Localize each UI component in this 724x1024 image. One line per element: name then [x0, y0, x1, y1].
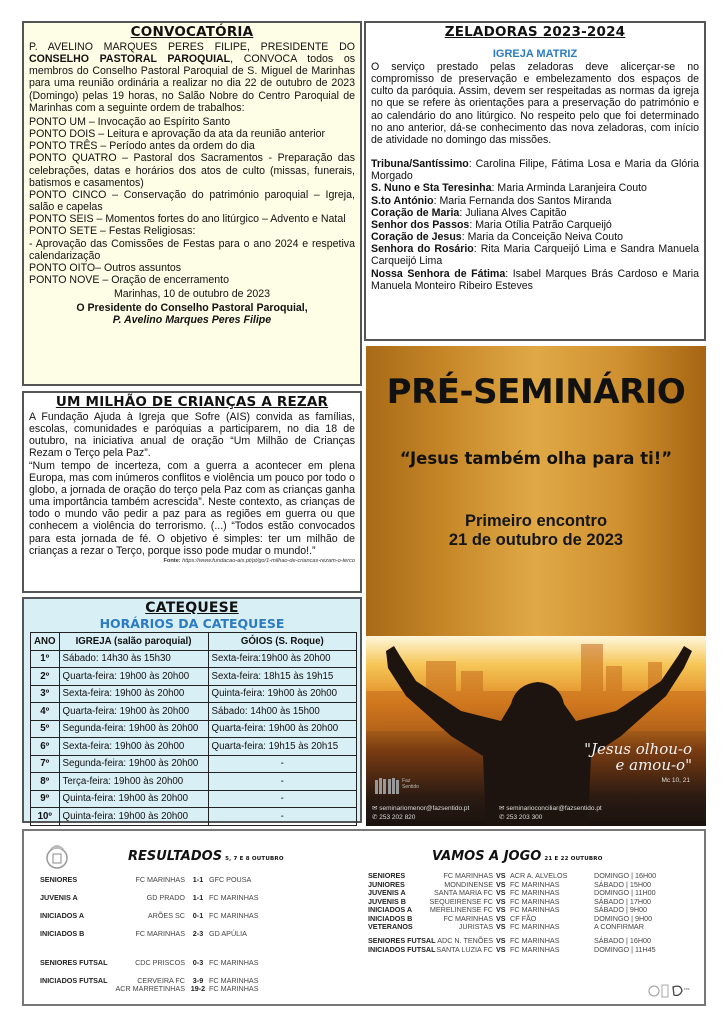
- result-score: 0-3: [192, 958, 204, 967]
- fixture-row: [368, 923, 698, 932]
- cell-ano: 4º: [31, 703, 60, 721]
- result-row: [40, 958, 340, 968]
- fixture-home-team: MONDINENSE: [444, 879, 493, 889]
- poster-meeting: [366, 512, 706, 550]
- fixture-category: SENIORES FUTSAL: [368, 936, 436, 945]
- agenda-list: [29, 116, 355, 286]
- bible-reference: Mc 10, 21: [661, 777, 690, 784]
- fixture-row: [368, 946, 698, 955]
- result-score: 0-1: [192, 911, 204, 920]
- cell-goios: Quinta-feira: 19h00 às 20h00: [208, 685, 356, 703]
- result-score: 2-3: [192, 929, 204, 938]
- result-home-team: CDC PRISCOS: [135, 958, 185, 967]
- header-igreja: IGREJA (salão paroquial): [59, 633, 208, 651]
- jogos-dates: 21 E 22 OUTUBRO: [544, 856, 603, 862]
- intro-text-1: P. AVELINO MARQUES PERES FILIPE, PRESIDENTE DO: [29, 41, 355, 53]
- cell-igreja: Terça-feira: 19h00 às 20h00: [59, 773, 208, 791]
- fixture-home-team: SEQUEIRENSE FC: [429, 896, 493, 906]
- phone-number: 253 202 820: [379, 814, 416, 821]
- cell-goios: -: [208, 808, 356, 826]
- table-row: [31, 685, 357, 703]
- fixture-category: JUNIORES: [368, 879, 405, 889]
- fixture-vs: VS: [496, 905, 506, 914]
- fixture-category: INICIADOS FUTSAL: [368, 944, 436, 954]
- fixture-home-team: SANTA LUZIA FC: [436, 944, 493, 954]
- table-row: [31, 720, 357, 738]
- fixture-home-team: SANTA MARIA FC: [434, 888, 493, 897]
- fixture-away-team: FC MARINHAS: [510, 922, 560, 931]
- fixture-category: VETERANOS: [368, 922, 413, 931]
- fixture-time: DOMINGO | 16H00: [594, 871, 657, 880]
- fixture-away-team: FC MARINHAS: [510, 888, 560, 897]
- phone-icon: ✆: [499, 814, 505, 821]
- cell-ano: 7º: [31, 755, 60, 773]
- fixture-category: INICIADOS B: [368, 913, 413, 923]
- milhao-source: [29, 558, 355, 564]
- zeladora-place: Coração de Maria: [371, 206, 460, 219]
- result-row: [40, 875, 340, 885]
- catequese-subtitle: HORÁRIOS DA CATEQUESE: [99, 616, 285, 631]
- resultados-title: [128, 849, 284, 864]
- agenda-item: PONTO CINCO – Conservação do património paroquial – Igreja, salão e capelas: [29, 188, 355, 214]
- email-link[interactable]: seminarioconciliar@fazsentido.pt: [506, 805, 602, 812]
- cell-igreja: Sexta-feira: 19h00 às 20h00: [59, 738, 208, 756]
- fixture-home-team: MERELINENSE FC: [429, 905, 493, 914]
- result-category: INICIADOS A: [40, 911, 85, 920]
- zeladora-names: : Juliana Alves Capitão: [459, 206, 567, 219]
- fixture-category: JUVENIS A: [368, 888, 406, 897]
- zeladora-place: Coração de Jesus: [371, 231, 462, 244]
- cell-igreja: Quarta-feira: 19h00 às 20h00: [59, 703, 208, 721]
- milhao-title: UM MILHÃO DE CRIANÇAS A REZAR: [55, 394, 329, 410]
- meeting-line-1: Primeiro encontro: [464, 512, 608, 530]
- zeladora-place: S. Nuno e Sta Teresinha: [371, 182, 492, 195]
- result-home-team: GD PRADO: [146, 893, 185, 902]
- result-away-team: GD APÚLIA: [209, 929, 247, 938]
- phone-icon: ✆: [372, 814, 378, 821]
- table-header-row: [31, 633, 357, 651]
- cell-igreja: Sábado: 14h30 às 15h30: [59, 650, 208, 668]
- logo-text: [402, 778, 419, 790]
- catequese-section: [22, 597, 362, 823]
- zeladoras-section: [364, 21, 706, 341]
- source-label: Fonte:: [163, 557, 181, 564]
- result-category: INICIADOS FUTSAL: [40, 976, 108, 985]
- result-row: [40, 911, 340, 921]
- result-score: 19-2: [190, 984, 206, 993]
- cell-ano: 9º: [31, 790, 60, 808]
- fixture-away-team: CF FÃO: [510, 913, 537, 923]
- zeladoras-subtitle: IGREJA MATRIZ: [492, 48, 578, 60]
- cell-ano: 5º: [31, 720, 60, 738]
- result-away-team: FC MARINHAS: [209, 976, 259, 985]
- fixture-time: A CONFIRMAR: [594, 922, 644, 931]
- fixture-time: DOMINGO | 11H45: [594, 944, 656, 954]
- agenda-item: PONTO TRÊS – Período antes da ordem do dia: [29, 140, 255, 153]
- header-goios: GÓIOS (S. Roque): [208, 633, 356, 651]
- fixture-vs: VS: [496, 913, 506, 923]
- agenda-item: PONTO SETE – Festas Religiosas:: [29, 225, 196, 238]
- cell-ano: 10º: [31, 808, 60, 826]
- sponsor-badges-icon: [648, 984, 694, 998]
- result-category: SENIORES FUTSAL: [40, 958, 108, 967]
- fixture-time: SÁBADO | 17H00: [594, 896, 651, 906]
- intro-bold: CONSELHO PASTORAL PAROQUIAL: [29, 53, 231, 66]
- cell-igreja: Segunda-feira: 19h00 às 20h00: [59, 720, 208, 738]
- poster-title: PRÉ-SEMINÁRIO: [386, 372, 686, 412]
- table-row: [31, 703, 357, 721]
- fixture-home-team: JURISTAS: [458, 922, 493, 931]
- agenda-item: PONTO QUATRO – Pastoral dos Sacramentos - Preparação das celebrações, datas e horários dos atos de culto (missas, funerais, batismos e casamentos): [29, 152, 355, 189]
- catequese-table: [30, 632, 357, 826]
- zeladora-names: : Carolina Filipe, Fátima Losa e Maria da Glória Morgado: [371, 158, 699, 183]
- fixture-home-team: FC MARINHAS: [443, 871, 493, 880]
- meeting-line-2: 21 de outubro de 2023: [448, 531, 624, 549]
- poster-quote: “Jesus também olha para ti!”: [399, 449, 673, 468]
- zeladora-place: Senhora do Rosário: [371, 243, 474, 256]
- zeladoras-intro: O serviço prestado pelas zeladoras deve alicerçar-se no compromisso de preservação e embelezamento dos espaços de culto da paróquia. Assim, devem ser respeitadas as normas da igreja no que se refere às orientações para a preservação do património e ao calendário do ano litúrgico. No respeito pelo que foi determinado no ano anterior, dá-se conhecimento das nova zeladoras, com início de atividade no domingo das missões.: [371, 61, 699, 146]
- cell-ano: 3º: [31, 685, 60, 703]
- result-row: [40, 929, 340, 939]
- mail-icon: ✉: [499, 805, 505, 812]
- cell-goios: Sexta-feira:19h00 às 20h00: [208, 650, 356, 668]
- header-ano: ANO: [31, 633, 60, 651]
- fixture-home-team: FC MARINHAS: [443, 913, 493, 923]
- cell-ano: 6º: [31, 738, 60, 756]
- cell-igreja: Segunda-feira: 19h00 às 20h00: [59, 755, 208, 773]
- zeladora-entry: [371, 195, 699, 207]
- result-home-team: CERVEIRA FC: [137, 976, 185, 985]
- fixture-away-team: FC MARINHAS: [510, 944, 560, 954]
- catequese-title: CATEQUESE: [145, 600, 239, 616]
- zeladora-place: Senhor dos Passos: [371, 218, 470, 231]
- table-row: [31, 668, 357, 686]
- fixture-category: JUVENIS B: [368, 896, 406, 906]
- result-row: [40, 984, 340, 994]
- agenda-item: PONTO OITO– Outros assuntos: [29, 261, 182, 274]
- zeladora-entry: [371, 158, 699, 182]
- jogos-heading: VAMOS A JOGO: [432, 849, 542, 864]
- poster-script-quote: [584, 741, 692, 773]
- resultados-dates: 5, 7 E 8 OUTUBRO: [225, 856, 284, 862]
- agenda-item: PONTO UM – Invocação ao Espírito Santo: [29, 115, 231, 128]
- agenda-item: PONTO NOVE – Oração de encerramento: [29, 273, 229, 286]
- table-row: [31, 755, 357, 773]
- result-away-team: FC MARINHAS: [209, 984, 259, 993]
- zeladora-entry: [371, 268, 699, 292]
- table-row: [31, 790, 357, 808]
- zeladora-entry: [371, 243, 699, 267]
- cell-goios: Quarta-feira: 19h00 às 20h00: [208, 720, 356, 738]
- convocatoria-date: Marinhas, 10 de outubro de 2023: [113, 288, 271, 301]
- contact-seminario-menor: [372, 804, 469, 822]
- table-row: [31, 738, 357, 756]
- result-away-team: FC MARINHAS: [209, 893, 259, 902]
- club-crest-icon: [44, 841, 70, 871]
- zeladora-names: : Maria Otília Patrão Carqueijó: [469, 218, 612, 231]
- result-home-team: ARÕES SC: [147, 911, 185, 920]
- result-category: INICIADOS B: [40, 929, 85, 938]
- cell-igreja: Quinta-feira: 19h00 às 20h00: [59, 790, 208, 808]
- cell-goios: Sexta-feira: 18h15 às 19h15: [208, 668, 356, 686]
- silhouette-illustration: [366, 636, 706, 826]
- pre-seminario-poster: [366, 346, 706, 826]
- fixture-category: INICIADOS A: [368, 905, 413, 914]
- fixture-away-team: FC MARINHAS: [510, 896, 560, 906]
- zeladora-names: : Maria da Conceição Neiva Couto: [461, 231, 624, 244]
- result-away-team: FC MARINHAS: [209, 911, 259, 920]
- fixture-away-team: ACR A. ALVELOS: [510, 871, 568, 880]
- fixture-home-team: ADC N. TENÕES: [437, 936, 493, 945]
- logo-text-1: Faz: [402, 778, 411, 784]
- table-row: [31, 808, 357, 826]
- zeladora-entry: [371, 207, 699, 219]
- agenda-item: PONTO SEIS – Momentos fortes do ano litúrgico – Advento e Natal: [29, 213, 346, 226]
- result-category: JUVENIS A: [40, 893, 78, 902]
- result-away-team: GFC POUSA: [209, 875, 252, 884]
- result-row: [40, 893, 340, 903]
- signature-role: O Presidente do Conselho Pastoral Paroquial,: [76, 302, 308, 315]
- fixture-time: SÁBADO | 15H00: [594, 879, 651, 889]
- zeladora-names: : Maria Arminda Laranjeira Couto: [491, 182, 647, 195]
- fixture-time: DOMINGO | 11H00: [594, 888, 656, 897]
- cell-goios: -: [208, 790, 356, 808]
- cell-goios: Quarta-feira: 19h15 às 20h15: [208, 738, 356, 756]
- zeladora-names: : Isabel Marques Brás Cardoso e Maria Manuela Monteiro Ribeiro Esteves: [371, 267, 699, 292]
- milhao-section: [22, 391, 362, 593]
- result-home-team: FC MARINHAS: [135, 875, 185, 884]
- fixture-vs: VS: [496, 922, 506, 931]
- convocatoria-title: CONVOCATÓRIA: [130, 24, 254, 40]
- cell-goios: Sábado: 14h00 às 15h00: [208, 703, 356, 721]
- convocatoria-section: [22, 21, 362, 386]
- agenda-item: - Aprovação das Comissões de Festas para o ano 2024 e respetiva calendarização: [29, 237, 355, 262]
- milhao-paragraph-2: “Num tempo de incerteza, com a guerra a acontecer em plena Europa, mas com inúmeros conflitos e violência um pouco por todo o globo, a jornada de oração do terço pela Paz com as crianças ganha uma importância também acrescida”. Neste contexto, as crianças de todo o mundo vão pedir a paz para as regiões em guerra ou que conhecem a violência do terrorismo. (...) “Todos estão convocados para esta jornada de fé. O objetivo é simples: ter um milhão de crianças a rezar o Terço, porque isso pode mudar o mundo!.”: [29, 459, 355, 557]
- mail-icon: ✉: [372, 805, 378, 812]
- table-row: [31, 773, 357, 791]
- agenda-item: PONTO DOIS – Leitura e aprovação da ata da reunião anterior: [29, 128, 326, 141]
- milhao-paragraph-1: A Fundação Ajuda à Igreja que Sofre (AIS) convida as famílias, escolas, comunidades e paróquias a participarem, no dia 18 de outubro, na iniciativa anual de oração “Um Milhão de Crianças Rezam o Terço pela Paz”.: [29, 411, 355, 460]
- email-link[interactable]: seminariomenor@fazsentido.pt: [379, 805, 470, 812]
- result-home-team: FC MARINHAS: [135, 929, 185, 938]
- zeladora-place: Tribuna/Santíssimo: [371, 158, 469, 171]
- fixture-time: SÁBADO | 9H00: [594, 905, 648, 914]
- zeladora-names: : Maria Fernanda dos Santos Miranda: [433, 194, 612, 207]
- signature-name: P. Avelino Marques Peres Filipe: [112, 314, 272, 327]
- result-home-team: ACR MARRETINHAS: [115, 984, 185, 993]
- fixture-time: SÁBADO | 16H00: [594, 936, 651, 945]
- phone-number: 253 203 300: [506, 814, 543, 821]
- zeladora-entry: [371, 219, 699, 231]
- zeladoras-list: [371, 158, 699, 292]
- fixture-category: SENIORES: [368, 871, 406, 880]
- contact-seminario-conciliar: [499, 804, 602, 822]
- script-line-2: e amou-o": [615, 756, 692, 774]
- fixture-away-team: FC MARINHAS: [510, 879, 560, 889]
- zeladora-entry: [371, 182, 699, 194]
- zeladora-place: Nossa Senhora de Fátima: [371, 267, 506, 280]
- zeladora-entry: [371, 231, 699, 243]
- fixture-vs: VS: [496, 936, 506, 945]
- source-link[interactable]: https://www.fundacao-ais.pt/pt/go/1-milhao-de-criancas-rezam-o-terco: [182, 557, 355, 564]
- cell-igreja: Quinta-feira: 19h00 às 20h00: [59, 808, 208, 826]
- zeladora-names: : Rita Maria Carqueijó Lima e Sandra Manuela Carqueijó Lima: [371, 243, 700, 268]
- result-category: SENIORES: [40, 875, 78, 884]
- zeladoras-title: ZELADORAS 2023-2024: [444, 24, 626, 40]
- fixture-time: DOMINGO | 9H00: [594, 913, 653, 923]
- jogos-title: [432, 849, 603, 864]
- cell-goios: -: [208, 773, 356, 791]
- book-logo-icon: [374, 776, 400, 798]
- table-row: [31, 650, 357, 668]
- result-score: 3-9: [192, 976, 204, 985]
- cell-goios: -: [208, 755, 356, 773]
- cell-igreja: Quarta-feira: 19h00 às 20h00: [59, 668, 208, 686]
- fixture-vs: VS: [496, 888, 506, 897]
- fixture-vs: VS: [496, 944, 506, 954]
- cell-ano: 1º: [31, 650, 60, 668]
- svg-text:FPF: FPF: [684, 987, 690, 991]
- result-away-team: FC MARINHAS: [209, 958, 259, 967]
- logo-text-2: Sentido: [402, 784, 419, 790]
- fixture-away-team: FC MARINHAS: [510, 905, 560, 914]
- result-score: 1-1: [192, 893, 204, 902]
- intro-text-2: , CONVOCA todos os membros do Conselho Pastoral Paroquial de S. Miguel de Marinhas para uma reunião ordinária a realizar no dia 22 de outubro de 2023 (Domingo) pelas 19 horas, no Salão Nobre do Centro Paroquial de Marinhas com a seguinte ordem de trabalhos:: [29, 53, 356, 114]
- cell-igreja: Sexta-feira: 19h00 às 20h00: [59, 685, 208, 703]
- cell-ano: 8º: [31, 773, 60, 791]
- result-score: 1-1: [192, 875, 204, 884]
- cell-ano: 2º: [31, 668, 60, 686]
- silhouette-photo: [366, 636, 706, 826]
- script-line-1: "Jesus olhou-o: [584, 740, 692, 758]
- fixture-vs: VS: [496, 879, 506, 889]
- convocatoria-intro: [29, 41, 355, 114]
- zeladora-place: S.to António: [371, 194, 434, 207]
- fixture-vs: VS: [496, 871, 506, 880]
- sports-section: [22, 829, 706, 1006]
- fixture-vs: VS: [496, 896, 506, 906]
- resultados-heading: RESULTADOS: [128, 849, 223, 864]
- fixture-away-team: FC MARINHAS: [510, 936, 560, 945]
